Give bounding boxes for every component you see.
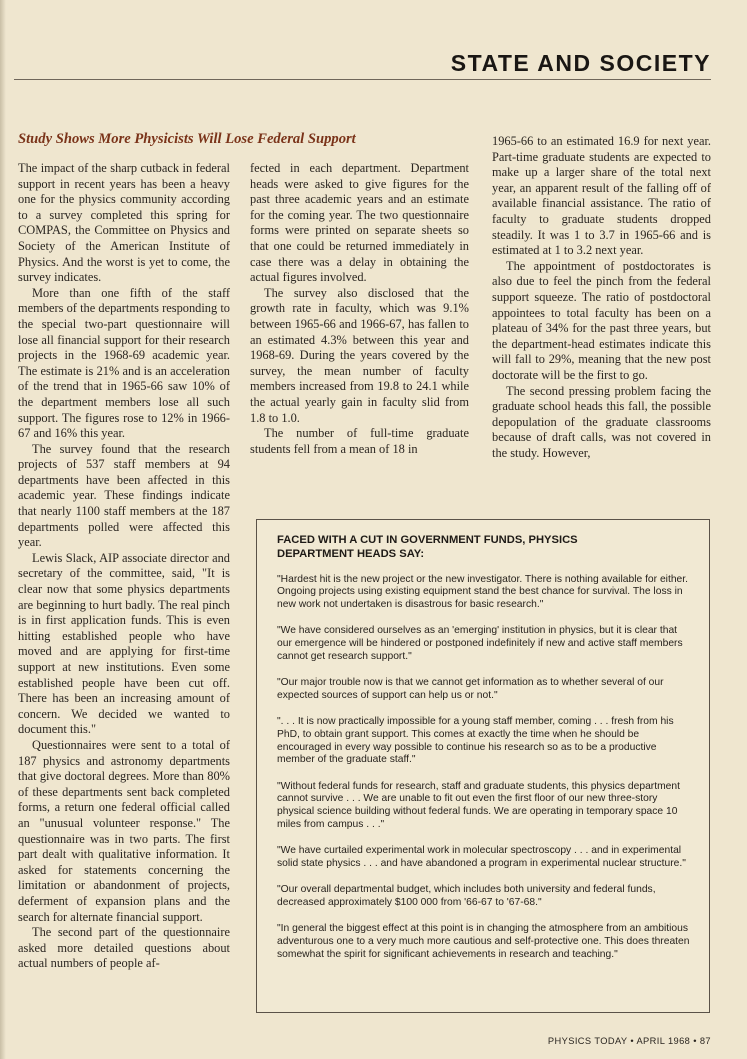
article-column-2 (250, 161, 469, 511)
sidebar-quote: "Hardest hit is the new project or the new investigator. There is nothing available for either. Ongoing projects using existing equipment stand the best chance for survival. The loss in new work not undertaken is disastrous for basic research." (277, 573, 688, 610)
article-column-3 (492, 134, 711, 511)
article-paragraph: The second part of the questionnaire asked more detailed questions about actual numbers of people af- (18, 925, 230, 971)
article-paragraph: Lewis Slack, AIP associate director and secretary of the committee, said, "It is clear now that some physics departments are beginning to hurt badly. The real pinch is in first application funds. This is even hitting established people who have moved and are applying for first-time support at new institutions. Even some established people have been cut off. There has been an increasing amount of concern. We decided we wanted to document this." (18, 550, 230, 737)
article-paragraph: More than one fifth of the staff members of the departments responding to the special two-part questionnaire will lose all financial support for their research projects in the 1968-69 academic year. The estimate is 21% and is an acceleration of the trend that in 1965-66 saw 10% of the department members lose all such support. The figures rose to 12% in 1966-67 and 16% this year. (18, 285, 230, 441)
header-rule (14, 79, 711, 80)
article-paragraph (18, 161, 230, 286)
compas-acronym: COMPAS (18, 223, 68, 238)
quotes-sidebar-box (256, 519, 710, 1013)
section-title: STATE AND SOCIETY (450, 50, 711, 76)
sidebar-quote: "We have considered ourselves as an 'emerging' institution in physics, but it is clear that our emergence will be hindered or postponed indefinitely if new and active staff members cannot get research support." (277, 625, 683, 662)
article-paragraph: Questionnaires were sent to a total of 187 physics and astronomy departments that give doctoral degrees. More than 80% of these departments sent back completed forms, a return one federal official called an "unusual volunteer response." The questionnaire was in two parts. The first part dealt with qualitative information. It asked for statements concerning the limitation or abandonment of projects, deferment of expansion plans and the search for alternate financial support. (18, 737, 230, 924)
sidebar-quote: "In general the biggest effect at this point is in changing the atmosphere from an ambitious adventurous one to a very much more cautious and self-protective one. This does threaten somewhat the spirit for significant achievements in research and teaching." (277, 923, 690, 960)
sidebar-quote: ". . . It is now practically impossible for a young staff member, coming . . . fresh from his PhD, to obtain grant support. This comes at exactly the time when he should be encouraged in every way possible to continue his research so as to be a productive member of the graduate staff." (277, 716, 674, 766)
article-paragraph: The appointment of postdoctorates is also due to feel the pinch from the federal support squeeze. The ratio of postdoctoral appointees to total faculty has been on a plateau of 34% for the past three years, but the department-head estimates indicate this will fall to 29%, meaning that the new post doctorate will be the first to go. (492, 258, 711, 382)
sidebar-title: FACED WITH A CUT IN GOVERNMENT FUNDS, PHYSICS DEPARTMENT HEADS SAY: (277, 534, 578, 560)
article-paragraph: The second pressing problem facing the graduate school heads this fall, the possible depopulation of the graduate classrooms because of draft calls, was not covered in the study. However, (492, 383, 711, 460)
article-paragraph: The survey found that the research projects of 537 staff members at 94 departments have been affected in this academic year. These findings indicate that nearly 1100 staff members at the 187 departments polled were affected this year. (18, 441, 230, 550)
page-footer: PHYSICS TODAY • APRIL 1968 • 87 (547, 1036, 711, 1046)
sidebar-quote: "Our major trouble now is that we cannot get information as to whether several of our expected sources of support can help us or not." (277, 677, 664, 701)
article-paragraph: 1965-66 to an estimated 16.9 for next year. Part-time graduate students are expected to make up a larger share of the total next year, an apparent result of the falling off of available financial assistance. The ratio of faculty to graduate students dropped steadily. It was 1 to 3.7 in 1965-66 and is estimated at 1 to 3.2 next year. (492, 134, 711, 258)
article-paragraph: The survey also disclosed that the growth rate in faculty, which was 9.1% between 1965-66 and 1966-67, has fallen to an estimated 4.3% between this year and 1968-69. During the years covered by the survey, the mean number of faculty members increased from 19.8 to 24.1 while the actual yearly gain in faculty slid from 1.8 to 1.0. (250, 285, 469, 425)
article-column-1 (18, 161, 230, 1041)
sidebar-quote: "Without federal funds for research, staff and graduate students, this physics department cannot survive . . . We are unable to fit out even the first floor of our new three-story physical science building without federal funds. We are operating in temporary space 10 miles from campus . . ." (277, 780, 680, 830)
page-binding-edge (0, 0, 6, 1059)
paragraph-text: The impact of the sharp cutback in federal support in recent years has been a heavy one for the physics community according to a survey completed this spring for (18, 161, 230, 222)
paragraph-text: , the Committee on Physics and Society of the American Institute of Physics. And the worst is yet to come, the survey indicates. (18, 223, 230, 285)
sidebar-quote: "We have curtailed experimental work in molecular spectroscopy . . . and in experimental solid state physics . . . and have abandoned a program in experimental nuclear structure." (277, 845, 686, 869)
article-headline: Study Shows More Physicists Will Lose Federal Support (18, 131, 356, 147)
article-paragraph: The number of full-time graduate students fell from a mean of 18 in (250, 426, 469, 456)
article-paragraph: fected in each department. Department heads were asked to give figures for the past three academic years and an estimate for the coming year. The two questionnaire forms were printed on separate sheets so that one could be returned immediately in case there was a delay in obtaining the actual figures involved. (250, 161, 469, 285)
sidebar-quote: "Our overall departmental budget, which includes both university and federal funds, decreased approximately $100 000 from '66-67 to '67-68." (277, 884, 656, 908)
